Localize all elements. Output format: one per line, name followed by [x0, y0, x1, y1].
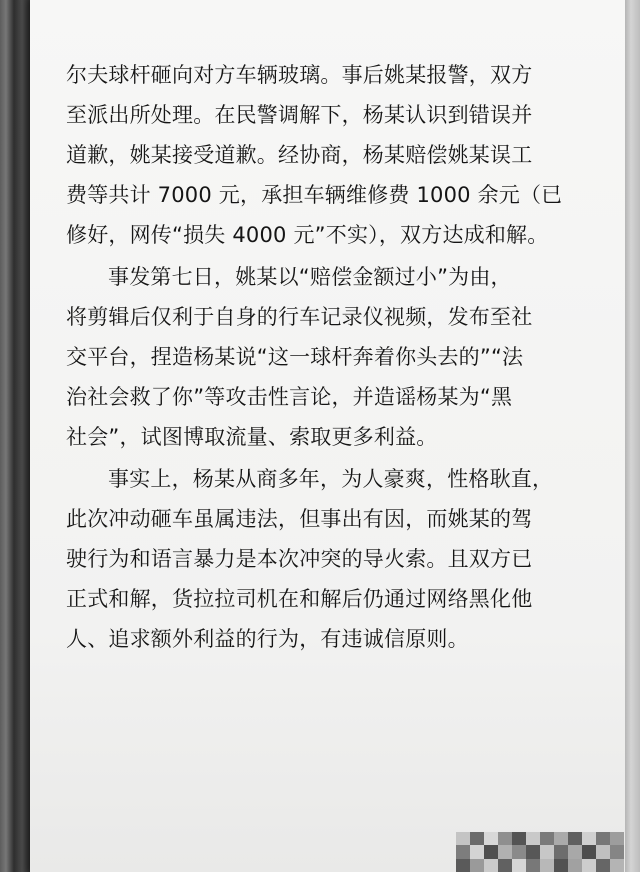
- text-line: 治社会救了你”等攻击性言论，并造谣杨某为“黑: [66, 385, 513, 409]
- document-body: [66, 55, 586, 659]
- text-line: 事实上，杨某从商多年，为人豪爽，性格耿直，: [108, 467, 554, 491]
- text-line: 人、追求额外利益的行为，有违诚信原则。: [66, 627, 469, 651]
- text-line: 此次冲动砸车虽属违法，但事出有因，而姚某的驾: [66, 507, 533, 531]
- text-line: 至派出所处理。在民警调解下，杨某认识到错误并: [66, 103, 533, 127]
- text-line: 交平台，捏造杨某说“这一球杆奔着你头去的”“法: [66, 345, 524, 369]
- text-line: 尔夫球杆砸向对方车辆玻璃。事后姚某报警，双方: [66, 63, 533, 87]
- page-edge: [625, 0, 640, 872]
- text-line: 道歉，姚某接受道歉。经协商，杨某赔偿姚某误工: [66, 143, 533, 167]
- text-line: 正式和解，货拉拉司机在和解后仍通过网络黑化他: [66, 587, 533, 611]
- text-line: 事发第七日，姚某以“赔偿金额过小”为由，: [108, 265, 512, 289]
- text-line: 费等共计 7000 元，承担车辆维修费 1000 余元（已: [66, 183, 563, 207]
- text-line: 将剪辑后仅利于自身的行车记录仪视频，发布至社: [66, 305, 533, 329]
- paragraph-2: [66, 257, 586, 457]
- redaction-mosaic: [456, 832, 624, 872]
- text-line: 驶行为和语言暴力是本次冲突的导火索。且双方已: [66, 547, 533, 571]
- paragraph-3: [66, 459, 586, 659]
- paragraph-1: [66, 55, 586, 255]
- text-line: 修好，网传“损失 4000 元”不实），双方达成和解。: [66, 223, 549, 247]
- text-line: 社会”，试图博取流量、索取更多利益。: [66, 425, 438, 449]
